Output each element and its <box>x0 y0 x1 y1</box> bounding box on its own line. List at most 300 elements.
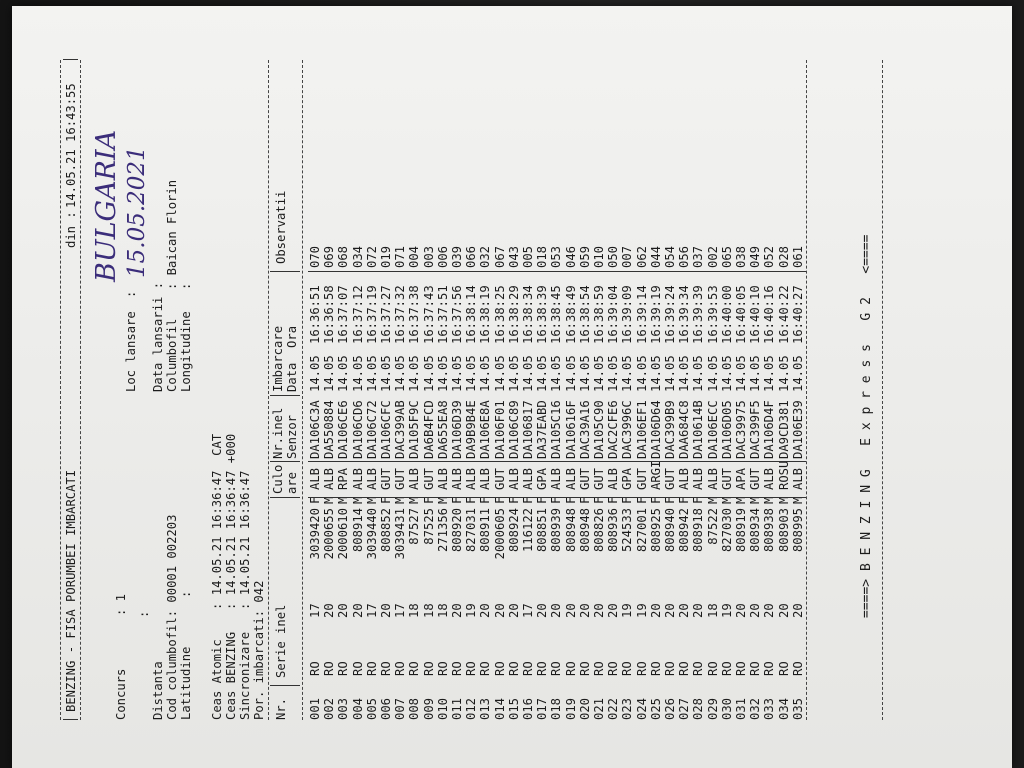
row-color: GUT <box>492 467 507 490</box>
row-sex: M <box>350 496 365 504</box>
table-row <box>649 48 663 768</box>
row-nr: 034 <box>776 697 791 720</box>
row-year: 20 <box>549 603 564 618</box>
row-sensor: DA9B9B4E <box>464 400 479 459</box>
col-sep <box>270 497 300 498</box>
row-time: 16:37:51 <box>435 285 450 344</box>
col-sep <box>351 497 366 498</box>
col-sep <box>649 497 664 498</box>
col-sep <box>270 395 300 396</box>
col-sep <box>720 271 735 272</box>
col-sep <box>606 497 621 498</box>
col-sep <box>322 461 337 462</box>
col-sep <box>734 497 749 498</box>
row-nr: 026 <box>663 697 677 720</box>
row-color: ALB <box>506 467 521 490</box>
col-sep <box>663 271 678 272</box>
printed-sheet <box>12 6 1012 768</box>
row-year: 20 <box>336 603 351 618</box>
col-sep <box>308 497 323 498</box>
row-country: RO <box>776 661 791 676</box>
header-right-bar <box>63 59 78 60</box>
row-country: RO <box>478 661 493 676</box>
table-row <box>422 48 436 768</box>
ceas-benzing: Ceas BENZING : 14.05.21 16:36:47 +000 <box>224 433 238 720</box>
row-observation: 034 <box>350 245 365 268</box>
row-date: 14.05 <box>705 355 720 392</box>
col-sep <box>507 497 522 498</box>
sincronizare: Sincronizare : 14.05.21 16:36:47 <box>238 470 252 720</box>
row-year: 20 <box>577 603 592 618</box>
row-sex: M <box>393 496 408 504</box>
row-nr: 012 <box>464 697 479 720</box>
col-sep <box>677 497 692 498</box>
row-time: 16:37:56 <box>450 285 464 344</box>
row-ring-number: 524533 <box>620 508 635 553</box>
col-sep <box>365 461 380 462</box>
row-time: 16:39:19 <box>648 285 663 344</box>
row-sex: F <box>450 496 464 504</box>
col-sep <box>493 461 508 462</box>
row-time: 16:38:39 <box>535 285 550 344</box>
col-sep <box>791 461 806 462</box>
row-color: GUT <box>592 467 606 490</box>
row-year: 19 <box>464 603 479 618</box>
col-nrinel-header-2: Senzor <box>285 414 299 459</box>
row-sex: M <box>790 496 805 504</box>
data-lansarii-label: Data lansarii : <box>151 281 165 392</box>
row-time: 16:37:27 <box>379 285 393 344</box>
row-country: RO <box>364 661 379 676</box>
row-year: 19 <box>620 603 635 618</box>
row-country: RO <box>719 661 734 676</box>
row-color: ALB <box>322 467 337 490</box>
row-sex: M <box>336 496 351 504</box>
col-sep <box>663 461 678 462</box>
row-ring-number: 808942 <box>677 508 692 553</box>
row-time: 16:38:45 <box>549 285 564 344</box>
row-time: 16:40:27 <box>790 285 805 344</box>
row-year: 20 <box>691 603 706 618</box>
cod-columbofil: Cod columbofil: 00001 002203 <box>165 514 179 720</box>
row-sex: F <box>691 496 706 504</box>
row-country: RO <box>435 661 450 676</box>
row-nr: 006 <box>379 697 393 720</box>
row-sensor: DA106C3A <box>308 400 322 459</box>
row-sensor: DA6B4FCD <box>421 400 436 459</box>
row-year: 17 <box>364 603 379 618</box>
row-nr: 023 <box>620 697 635 720</box>
row-nr: 009 <box>421 697 436 720</box>
row-ring-number: 827030 <box>719 508 734 553</box>
row-year: 20 <box>592 603 606 618</box>
row-sex: M <box>435 496 450 504</box>
row-nr: 002 <box>322 697 337 720</box>
row-sensor: DA105C16 <box>549 400 564 459</box>
row-ring-number: 3039440 <box>364 508 379 560</box>
row-year: 20 <box>450 603 464 618</box>
col-sep <box>691 497 706 498</box>
row-color: GPA <box>535 467 550 490</box>
row-sex: F <box>308 496 322 504</box>
row-sex: M <box>776 496 791 504</box>
row-year: 17 <box>308 603 322 618</box>
distanta-label: Distanta <box>151 661 165 720</box>
col-sep <box>422 271 437 272</box>
row-nr: 001 <box>308 697 322 720</box>
table-row <box>635 48 649 768</box>
row-time: 16:37:12 <box>350 285 365 344</box>
row-observation: 018 <box>535 245 550 268</box>
row-country: RO <box>407 661 422 676</box>
row-sex: F <box>535 496 550 504</box>
col-sep <box>507 271 522 272</box>
row-sex: F <box>464 496 479 504</box>
row-nr: 022 <box>606 697 621 720</box>
row-date: 14.05 <box>620 355 635 392</box>
distanta-sep: : <box>137 610 151 618</box>
table-row <box>322 48 336 768</box>
row-sensor: DAC39975 <box>734 400 748 459</box>
row-time: 16:36:58 <box>322 285 337 344</box>
row-date: 14.05 <box>549 355 564 392</box>
row-sensor: DAC399F5 <box>748 400 763 459</box>
row-time: 16:39:53 <box>705 285 720 344</box>
header-left-bar <box>63 719 78 720</box>
loc-lansare-sep: : <box>124 290 138 298</box>
row-color: ALB <box>450 467 464 490</box>
col-sep <box>308 271 323 272</box>
row-observation: 006 <box>435 245 450 268</box>
row-country: RO <box>379 661 393 676</box>
row-date: 14.05 <box>691 355 706 392</box>
row-sex: M <box>322 496 337 504</box>
row-nr: 027 <box>677 697 692 720</box>
table-row <box>521 48 535 768</box>
row-color: GUT <box>719 467 734 490</box>
row-color: ALB <box>464 467 479 490</box>
col-sep <box>578 271 593 272</box>
table-row <box>677 48 691 768</box>
col-nr-header: Nr. <box>274 697 288 720</box>
row-ring-number: 808918 <box>691 508 706 553</box>
row-sensor: DAC3996C <box>620 400 635 459</box>
row-year: 20 <box>663 603 677 618</box>
row-year: 20 <box>478 603 493 618</box>
table-row <box>592 48 606 768</box>
row-country: RO <box>535 661 550 676</box>
row-observation: 050 <box>606 245 621 268</box>
row-date: 14.05 <box>435 355 450 392</box>
col-sep <box>379 271 394 272</box>
col-sep <box>436 271 451 272</box>
latitudine-label: Latitudine <box>179 646 193 720</box>
row-nr: 035 <box>790 697 805 720</box>
footer-banner: ====> B E N Z I N G E x p r e s s G 2 <==== <box>859 234 874 618</box>
row-country: RO <box>748 661 763 676</box>
row-sex: M <box>719 496 734 504</box>
row-country: RO <box>620 661 635 676</box>
row-sensor: DA106F01 <box>492 400 507 459</box>
table-row <box>393 48 407 768</box>
row-sex: F <box>648 496 663 504</box>
row-sex: F <box>606 496 621 504</box>
table-row <box>336 48 350 768</box>
row-ring-number: 808940 <box>663 508 677 553</box>
row-ring-number: 87522 <box>705 508 720 545</box>
row-year: 20 <box>790 603 805 618</box>
row-sex: F <box>549 496 564 504</box>
row-observation: 056 <box>677 245 692 268</box>
row-observation: 019 <box>379 245 393 268</box>
row-ring-number: 808914 <box>350 508 365 553</box>
row-country: RO <box>506 661 521 676</box>
row-ring-number: 808911 <box>478 508 493 553</box>
row-sex: F <box>577 496 592 504</box>
row-country: RO <box>322 661 337 676</box>
row-country: RO <box>563 661 578 676</box>
col-sep <box>407 271 422 272</box>
row-ring-number: 271356 <box>435 508 450 553</box>
row-sensor: DA106CD6 <box>350 400 365 459</box>
row-sex: F <box>421 496 436 504</box>
row-date: 14.05 <box>364 355 379 392</box>
col-sep <box>606 271 621 272</box>
row-sex: F <box>634 496 649 504</box>
col-sep <box>620 461 635 462</box>
row-sensor: DA105C90 <box>592 400 606 459</box>
row-color: GUT <box>577 467 592 490</box>
row-sex: F <box>563 496 578 504</box>
col-sep <box>270 685 300 686</box>
col-sep <box>592 497 607 498</box>
row-sensor: DA9CD381 <box>776 400 791 459</box>
col-sep <box>308 461 323 462</box>
row-sex: F <box>620 496 635 504</box>
row-date: 14.05 <box>350 355 365 392</box>
row-date: 14.05 <box>478 355 493 392</box>
col-sep <box>620 271 635 272</box>
row-country: RO <box>677 661 692 676</box>
row-nr: 008 <box>407 697 422 720</box>
row-time: 16:37:38 <box>407 285 422 344</box>
row-observation: 039 <box>450 245 464 268</box>
footer-rule <box>882 60 883 720</box>
row-date: 14.05 <box>748 355 763 392</box>
table-row <box>436 48 450 768</box>
col-sep <box>549 497 564 498</box>
row-sex: F <box>506 496 521 504</box>
data-lansarii-handwritten: 15.05.2021 <box>124 146 150 278</box>
col-sep <box>393 497 408 498</box>
row-ring-number: 2000655 <box>322 508 337 560</box>
row-date: 14.05 <box>450 355 464 392</box>
row-country: RO <box>606 661 621 676</box>
row-nr: 033 <box>762 697 777 720</box>
row-year: 20 <box>734 603 748 618</box>
row-sensor: DA106CE6 <box>336 400 351 459</box>
row-nr: 003 <box>336 697 351 720</box>
row-color: ALB <box>364 467 379 490</box>
col-culoare-header-1: Culo <box>271 464 285 494</box>
row-sex: M <box>762 496 777 504</box>
row-nr: 014 <box>492 697 507 720</box>
row-nr: 028 <box>691 697 706 720</box>
row-date: 14.05 <box>677 355 692 392</box>
row-observation: 053 <box>549 245 564 268</box>
row-time: 16:37:07 <box>336 285 351 344</box>
row-date: 14.05 <box>762 355 777 392</box>
col-sep <box>734 271 749 272</box>
col-sep <box>592 271 607 272</box>
col-sep <box>464 461 479 462</box>
row-observation: 037 <box>691 245 706 268</box>
row-color: ALB <box>407 467 422 490</box>
row-sensor: DA106D64 <box>648 400 663 459</box>
row-observation: 044 <box>648 245 663 268</box>
row-nr: 017 <box>535 697 550 720</box>
row-country: RO <box>734 661 748 676</box>
row-observation: 070 <box>308 245 322 268</box>
row-observation: 072 <box>364 245 379 268</box>
row-color: GUT <box>393 467 408 490</box>
col-sep <box>493 497 508 498</box>
row-sensor: DAC399AB <box>393 400 408 459</box>
table-row <box>464 48 478 768</box>
row-country: RO <box>464 661 479 676</box>
col-sep <box>436 497 451 498</box>
row-date: 14.05 <box>776 355 791 392</box>
col-imbarcare-header-2: Data Ora <box>285 325 299 392</box>
table-row <box>535 48 549 768</box>
col-sep <box>379 497 394 498</box>
row-sensor: DA106C72 <box>364 400 379 459</box>
row-sensor: DA106C89 <box>506 400 521 459</box>
row-sex: F <box>492 496 507 504</box>
col-sep <box>649 461 664 462</box>
row-sensor: DA106EF1 <box>634 400 649 459</box>
col-sep <box>450 497 465 498</box>
row-nr: 030 <box>719 697 734 720</box>
table-row <box>720 48 734 768</box>
col-sep <box>379 461 394 462</box>
row-sensor: DA106D39 <box>450 400 464 459</box>
col-sep <box>521 497 536 498</box>
row-year: 20 <box>677 603 692 618</box>
col-sep <box>270 271 300 272</box>
row-observation: 052 <box>762 245 777 268</box>
col-sep <box>635 497 650 498</box>
row-color: RPA <box>336 467 351 490</box>
row-nr: 011 <box>450 697 464 720</box>
row-date: 14.05 <box>379 355 393 392</box>
document-title: BENZING - FISA PORUMBEI IMBARCATI <box>64 469 78 712</box>
longitudine-sep: : <box>179 282 193 290</box>
row-date: 14.05 <box>563 355 578 392</box>
col-sep <box>336 271 351 272</box>
row-date: 14.05 <box>592 355 606 392</box>
col-sep <box>336 497 351 498</box>
row-country: RO <box>549 661 564 676</box>
row-country: RO <box>634 661 649 676</box>
row-ring-number: 808924 <box>506 508 521 553</box>
col-nrinel-header-1: Nr.inel <box>271 407 285 459</box>
row-sensor: DAC2CFE6 <box>606 400 621 459</box>
row-color: ALB <box>790 467 805 490</box>
table-row <box>691 48 705 768</box>
row-date: 14.05 <box>336 355 351 392</box>
row-ring-number: 3039431 <box>393 508 408 560</box>
row-year: 17 <box>393 603 408 618</box>
row-observation: 002 <box>705 245 720 268</box>
col-sep <box>791 271 806 272</box>
row-sex: F <box>592 496 606 504</box>
row-observation: 038 <box>734 245 748 268</box>
row-ring-number: 808919 <box>734 508 748 553</box>
row-date: 14.05 <box>506 355 521 392</box>
row-observation: 049 <box>748 245 763 268</box>
row-country: RO <box>790 661 805 676</box>
latitudine-sep: : <box>179 590 193 598</box>
row-color: ALB <box>606 467 621 490</box>
row-year: 19 <box>634 603 649 618</box>
row-observation: 061 <box>790 245 805 268</box>
row-year: 18 <box>407 603 422 618</box>
col-sep <box>578 461 593 462</box>
col-sep <box>620 497 635 498</box>
row-date: 14.05 <box>393 355 408 392</box>
col-sep <box>748 497 763 498</box>
row-observation: 028 <box>776 245 791 268</box>
table-row <box>706 48 720 768</box>
row-sensor: DA106817 <box>521 400 535 459</box>
row-year: 20 <box>762 603 777 618</box>
row-sensor: DAC399B9 <box>663 400 677 459</box>
row-observation: 062 <box>634 245 649 268</box>
row-sensor: DA10616F <box>563 400 578 459</box>
col-sep <box>535 497 550 498</box>
header-top-rule <box>60 60 61 720</box>
row-ring-number: 808936 <box>606 508 621 553</box>
row-time: 16:39:39 <box>691 285 706 344</box>
col-sep <box>535 271 550 272</box>
row-nr: 031 <box>734 697 748 720</box>
concurs-label: Concurs <box>114 668 128 720</box>
row-nr: 021 <box>592 697 606 720</box>
row-time: 16:38:29 <box>506 285 521 344</box>
row-sex: M <box>364 496 379 504</box>
col-sep <box>450 461 465 462</box>
col-sep <box>564 497 579 498</box>
columbofil-label: Columbofil <box>165 318 179 392</box>
col-sep <box>535 461 550 462</box>
row-year: 18 <box>435 603 450 618</box>
row-date: 14.05 <box>421 355 436 392</box>
row-ring-number: 808948 <box>563 508 578 553</box>
col-sep <box>407 461 422 462</box>
table-row <box>308 48 322 768</box>
col-sep <box>493 271 508 272</box>
row-date: 14.05 <box>663 355 677 392</box>
row-sensor: DA655EA8 <box>435 400 450 459</box>
row-ring-number: 808938 <box>762 508 777 553</box>
col-sep <box>606 461 621 462</box>
row-time: 16:40:05 <box>734 285 748 344</box>
row-ring-number: 808925 <box>648 508 663 553</box>
row-year: 20 <box>563 603 578 618</box>
col-sep <box>393 461 408 462</box>
row-year: 20 <box>350 603 365 618</box>
